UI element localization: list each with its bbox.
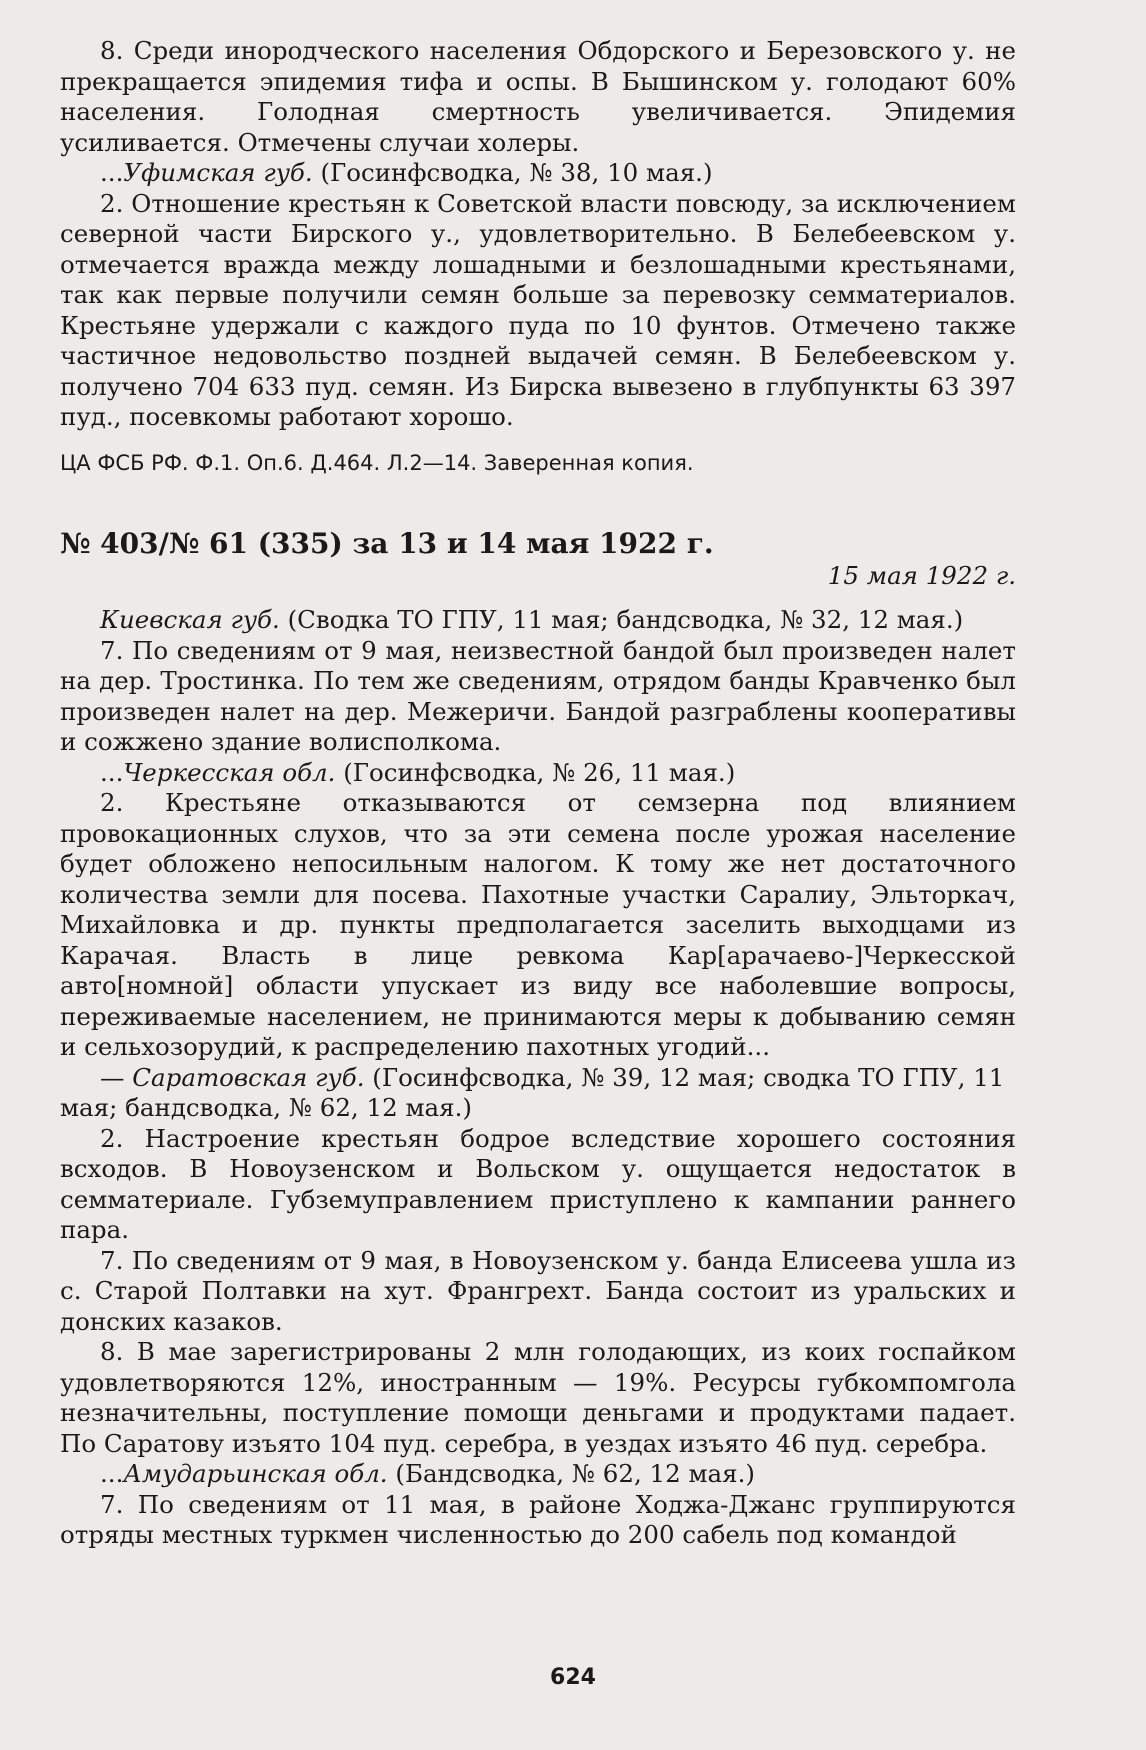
- paragraph-2-cherkess: 2. Крестьяне отказываются от семзерна под влиянием провокационных слухов, что за эти семена после урожая население будет обложено непосильным налогом. К тому же нет достаточного количества земли для посева. Пахотные участки Саралиу, Эльторкач, Михайловка и др. пункты предполагается заселить выходцами из Карачая. Власть в лице ревкома Кар[арачаево-]Черкесской авто[номной] области упускает из виду все наболевшие вопросы, переживаемые населением, не принимаются меры к добыванию семян и сельхозорудий, к распределению пахотных угодий...: [60, 788, 1016, 1061]
- source-line-saratov: [60, 1063, 1016, 1124]
- source-line-ufa: [60, 158, 1016, 189]
- source-reference-amudarya: (Бандсводка, № 62, 12 мая.): [387, 1459, 755, 1488]
- source-reference-kiev: (Сводка ТО ГПУ, 11 мая; бандсводка, № 32, 12 мая.): [279, 605, 964, 634]
- source-prefix: ...: [100, 1459, 124, 1488]
- paragraph-8-saratov: 8. В мае зарегистрированы 2 млн голодающих, из коих госпайком удовлетворяются 12%, иностранным — 19%. Ресурсы губкомпомгола незначительны, поступление помощи деньгами и продуктами падает. По Саратову изъято 104 пуд. серебра, в уездах изъято 46 пуд. серебра.: [60, 1337, 1016, 1458]
- region-name-amudarya: Амударьинская обл.: [123, 1459, 388, 1488]
- document-date: 15 мая 1922 г.: [827, 560, 1016, 590]
- paragraph-7-kiev: 7. По сведениям от 9 мая, неизвестной бандой был произведен налет на дер. Тростинка. По тем же сведениям, отрядом банды Кравченко был произведен налет на дер. Межеричи. Бандой разграблены кооперативы и сожжено здание волисполкома.: [60, 635, 1016, 756]
- region-name-kiev: Киевская губ.: [100, 605, 280, 634]
- archive-reference: ЦА ФСБ РФ. Ф.1. Оп.6. Д.464. Л.2—14. Заверенная копия.: [60, 450, 694, 475]
- source-prefix: —: [100, 1062, 133, 1092]
- document-title: № 403/№ 61 (335) за 13 и 14 мая 1922 г.: [60, 526, 714, 560]
- source-reference-cherkess: (Госинфсводка, № 26, 11 мая.): [335, 757, 736, 787]
- source-prefix: ...: [100, 158, 124, 187]
- source-reference-saratov: (Госинфсводка, № 39, 12 мая; сводка ТО ГПУ, 11 мая; бандсводка, № 62, 12 мая.): [60, 1062, 1005, 1122]
- paragraph-2-ufa: 2. Отношение крестьян к Советской власти повсюду, за исключением северной части Бирского у., удовлетворительно. В Белебеевском у. отмечается вражда между лошадными и безлошадными крестьянами, так как первые получили семян больше за перевозку семматериалов. Крестьяне удержали с каждого пуда по 10 фунтов. Отмечено также частичное недовольство поздней выдачей семян. В Белебеевском у. получено 704 633 пуд. семян. Из Бирска вывезено в глубпункты 63 397 пуд., посевкомы работают хорошо.: [60, 188, 1016, 431]
- region-name-cherkess: Черкесская обл.: [123, 757, 336, 787]
- region-name-ufa: Уфимская губ.: [123, 158, 313, 187]
- paragraph-7-amudarya: 7. По сведениям от 11 мая, в районе Ходжа-Джанс группируются отряды местных туркмен численностью до 200 сабель под командой: [60, 1489, 1016, 1549]
- paragraph-7-saratov: 7. По сведениям от 9 мая, в Новоузенском у. банда Елисеева ушла из с. Старой Полтавки на хут. Франгрехт. Банда состоит из уральских и донских казаков.: [60, 1245, 1016, 1336]
- page-number: 624: [550, 1665, 596, 1690]
- source-prefix: ...: [100, 757, 124, 787]
- source-reference-ufa: (Госинфсводка, № 38, 10 мая.): [312, 158, 713, 187]
- paragraph-2-saratov: 2. Настроение крестьян бодрое вследствие хорошего состояния всходов. В Новоузенском и Вольском у. ощущается недостаток в семматериале. Губземуправлением приступлено к кампании раннего пара.: [60, 1123, 1016, 1244]
- region-name-saratov: Саратовская губ.: [132, 1062, 365, 1092]
- source-line-kiev: [60, 605, 1016, 636]
- source-line-amudarya: [60, 1459, 1016, 1490]
- paragraph-8-obdorsk: 8. Среди инородческого населения Обдорского и Березовского у. не прекращается эпидемия тифа и оспы. В Бышинском у. голодают 60% населения. Голодная смертность увеличивается. Эпидемия усиливается. Отмечены случаи холеры.: [60, 36, 1016, 157]
- source-line-cherkess: [60, 758, 1016, 789]
